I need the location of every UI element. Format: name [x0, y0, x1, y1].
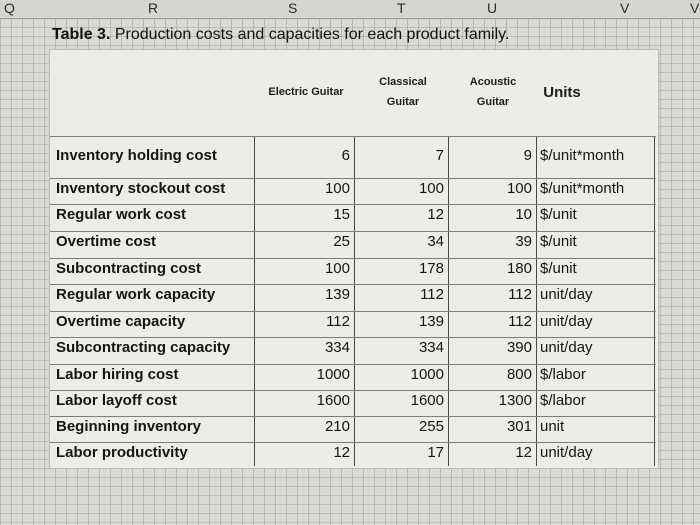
- header-classical-guitar[interactable]: [358, 72, 448, 112]
- cell-electric[interactable]: 6: [341, 147, 350, 164]
- cell-electric[interactable]: 100: [324, 180, 350, 197]
- header-classical-line2: Guitar: [386, 96, 420, 108]
- column-header-q[interactable]: Q: [4, 0, 15, 16]
- cell-classical[interactable]: 100: [418, 180, 444, 197]
- row-label[interactable]: Beginning inventory: [56, 418, 202, 435]
- row-label[interactable]: Inventory holding cost: [56, 147, 217, 164]
- cell-electric[interactable]: 1000: [316, 366, 350, 383]
- table-title-text: Production costs and capacities for each product family.: [110, 26, 510, 43]
- row-divider: [50, 311, 656, 312]
- cell-classical[interactable]: 34: [427, 233, 444, 250]
- row-label[interactable]: Labor hiring cost: [56, 366, 179, 383]
- cell-classical[interactable]: 17: [427, 444, 444, 461]
- cell-classical[interactable]: 255: [418, 418, 444, 435]
- cell-acoustic[interactable]: 12: [515, 444, 532, 461]
- cell-unit[interactable]: unit/day: [540, 313, 593, 330]
- row-divider: [50, 204, 656, 205]
- cell-electric[interactable]: 12: [333, 444, 350, 461]
- cell-unit[interactable]: $/labor: [540, 392, 586, 409]
- cell-unit[interactable]: unit/day: [540, 286, 593, 303]
- cell-electric[interactable]: 334: [324, 339, 350, 356]
- row-divider: [50, 364, 656, 365]
- row-divider: [50, 416, 656, 417]
- row-label[interactable]: Subcontracting capacity: [56, 339, 231, 356]
- cell-classical[interactable]: 1000: [410, 366, 444, 383]
- cell-unit[interactable]: unit/day: [540, 444, 593, 461]
- row-label[interactable]: Regular work capacity: [56, 286, 216, 303]
- cell-classical[interactable]: 178: [418, 260, 444, 277]
- cell-acoustic[interactable]: 39: [515, 233, 532, 250]
- column-header-r[interactable]: R: [148, 0, 159, 16]
- cell-classical[interactable]: 1600: [410, 392, 444, 409]
- cell-electric[interactable]: 100: [324, 260, 350, 277]
- cell-unit[interactable]: $/unit: [540, 233, 577, 250]
- row-divider: [50, 442, 656, 443]
- header-classical-line1: Classical: [379, 76, 427, 88]
- header-units[interactable]: Units: [543, 84, 581, 101]
- column-header-w[interactable]: V: [690, 0, 700, 16]
- column-header-bar: [0, 0, 700, 19]
- header-acoustic-line1: Acoustic: [469, 76, 517, 88]
- header-acoustic-guitar[interactable]: [450, 72, 536, 112]
- header-electric-guitar[interactable]: Electric Guitar: [268, 86, 344, 98]
- cell-unit[interactable]: unit: [540, 418, 565, 435]
- table-title: [52, 26, 509, 44]
- cell-classical[interactable]: 334: [418, 339, 444, 356]
- cell-acoustic[interactable]: 112: [508, 286, 532, 303]
- cell-electric[interactable]: 25: [333, 233, 350, 250]
- cell-acoustic[interactable]: 1300: [498, 392, 532, 409]
- row-label[interactable]: Regular work cost: [56, 206, 187, 223]
- column-header-u[interactable]: U: [487, 0, 498, 16]
- cell-classical[interactable]: 12: [427, 206, 444, 223]
- cell-acoustic[interactable]: 180: [506, 260, 532, 277]
- cell-acoustic[interactable]: 800: [506, 366, 532, 383]
- cell-electric[interactable]: 15: [333, 206, 350, 223]
- cell-electric[interactable]: 112: [326, 313, 350, 330]
- row-divider: [50, 390, 656, 391]
- cell-classical[interactable]: 7: [435, 147, 444, 164]
- row-divider: [50, 337, 656, 338]
- cell-electric[interactable]: 210: [324, 418, 350, 435]
- row-label[interactable]: Overtime cost: [56, 233, 157, 250]
- row-divider: [50, 284, 656, 285]
- cell-unit[interactable]: $/unit: [540, 206, 577, 223]
- cell-classical[interactable]: 139: [418, 313, 444, 330]
- column-header-v[interactable]: V: [620, 0, 630, 16]
- cell-acoustic[interactable]: 112: [508, 313, 532, 330]
- row-divider: [50, 258, 656, 259]
- cell-unit[interactable]: $/labor: [540, 366, 586, 383]
- cell-electric[interactable]: 1600: [316, 392, 350, 409]
- cell-unit[interactable]: $/unit*month: [540, 147, 625, 164]
- cell-acoustic[interactable]: 9: [523, 147, 532, 164]
- cell-acoustic[interactable]: 390: [506, 339, 532, 356]
- cell-unit[interactable]: $/unit*month: [540, 180, 625, 197]
- column-header-s[interactable]: S: [288, 0, 298, 16]
- cell-electric[interactable]: 139: [324, 286, 350, 303]
- cell-classical[interactable]: 112: [420, 286, 444, 303]
- production-table: [50, 50, 658, 468]
- row-divider: [50, 231, 656, 232]
- row-label[interactable]: Subcontracting cost: [56, 260, 202, 277]
- header-acoustic-line2: Guitar: [476, 96, 510, 108]
- row-label[interactable]: Overtime capacity: [56, 313, 186, 330]
- column-header-t[interactable]: T: [397, 0, 406, 16]
- cell-acoustic[interactable]: 10: [515, 206, 532, 223]
- row-label[interactable]: Inventory stockout cost: [56, 180, 226, 197]
- cell-unit[interactable]: $/unit: [540, 260, 577, 277]
- header-bottom-border: [50, 136, 656, 137]
- row-label[interactable]: Labor layoff cost: [56, 392, 177, 409]
- cell-acoustic[interactable]: 100: [506, 180, 532, 197]
- cell-acoustic[interactable]: 301: [506, 418, 532, 435]
- table-title-prefix: Table 3.: [52, 26, 111, 43]
- cell-unit[interactable]: unit/day: [540, 339, 593, 356]
- row-label[interactable]: Labor productivity: [56, 444, 188, 461]
- row-divider: [50, 178, 656, 179]
